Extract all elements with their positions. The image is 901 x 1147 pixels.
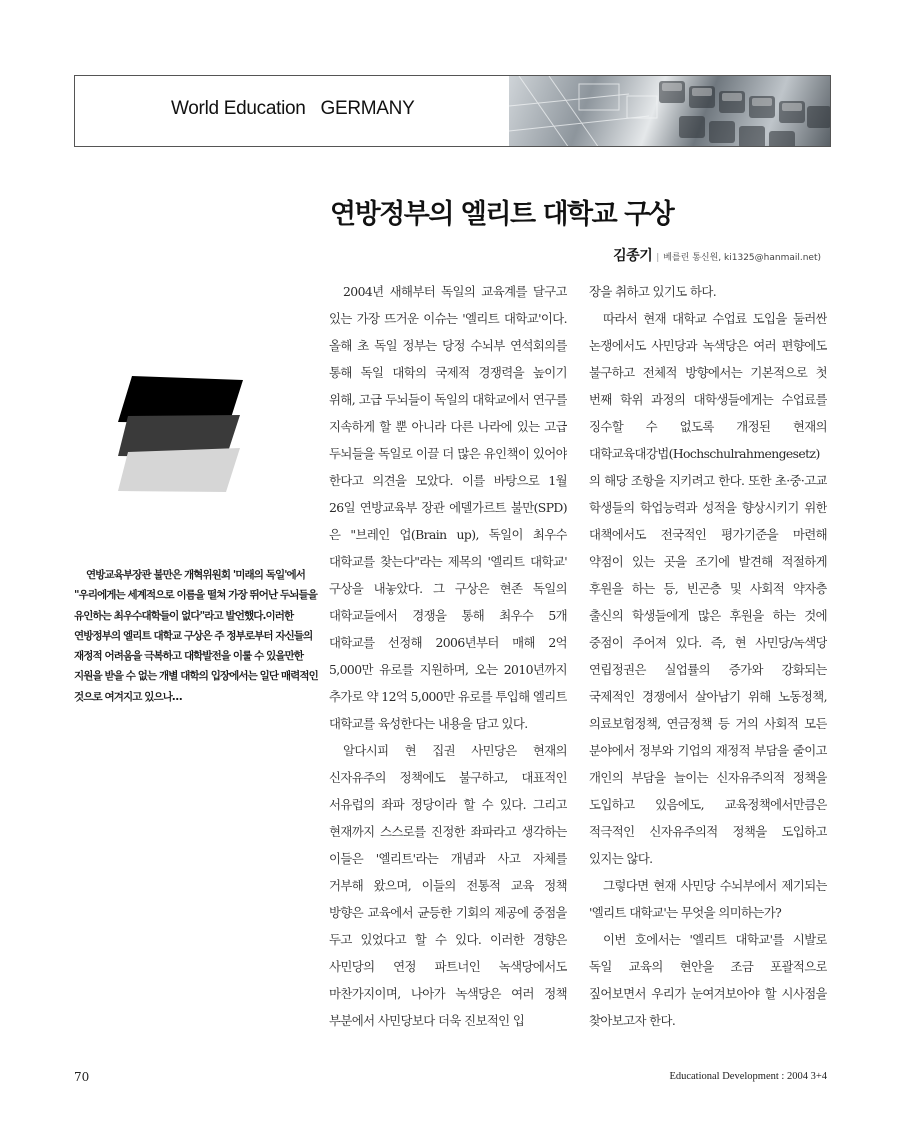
byline	[613, 245, 821, 265]
paragraph: 그렇다면 현재 사민당 수뇌부에서 제기되는 '엘리트 대학교'는 무엇을 의미하는가?	[589, 878, 827, 920]
author-info: 베를린 통신원, ki1325@hanmail.net)	[663, 253, 821, 263]
journal-name: Educational Development : 2004 3+4	[669, 1071, 827, 1082]
german-flag-graphic	[118, 376, 243, 496]
paragraph: 알다시피 현 집권 사민당은 현재의 신자유주의 정책에도 불구하고, 대표적인 서유럽의 좌파 정당이라 할 수 있다. 그리고 현재까지 스스로를 진정한 좌파라고 생각하는 이들은 '엘리트'라는 개념과 사고 자체를 거부해 왔으며, 이들의 전통적 교육 정책 방향은 교육에서 균등한 기회의 제공에 중점을 두고 있었다고 할 수 있다. 이러한 경향은 사민당의 연정 파트너인 녹색당에서도 마찬가지이며, 나아가 녹색당은 여러 정책 부분에서 사민당보다 더욱 진보적인 입	[329, 743, 567, 1028]
section-title: World Education GERMANY	[171, 98, 415, 119]
flag-stripe-light	[118, 448, 240, 492]
paragraph: 장을 취하고 있기도 하다.	[589, 284, 717, 299]
page-number: 70	[74, 1070, 90, 1084]
article-title: 연방정부의 엘리트 대학교 구상	[330, 199, 674, 230]
header-decorative-image	[509, 76, 831, 147]
section-header	[74, 75, 831, 147]
photo-caption: 연방교육부장관 불만은 개혁위원회 '미래의 독일'에서 "우리에게는 세계적으로 이름을 떨쳐 가장 뛰어난 두뇌들을 유인하는 최우수대학들이 없다"라고 발언했다.이러한 연방정부의 엘리트 대학교 구상은 주 정부로부터 자신들의 재정적 어려움을 극복하고 대학발전을 이룰 수 있을만한 지원을 받을 수 없는 개별 대학의 입장에서는 일단 매력적인 것으로 여겨지고 있으나…	[74, 569, 318, 703]
paragraph: 이번 호에서는 '엘리트 대학교'를 시발로 독일 교육의 현안을 조금 포괄적으로 짚어보면서 우리가 눈여겨보아야 할 시사점을 찾아보고자 한다.	[589, 932, 827, 1028]
author-name: 김종기	[613, 248, 653, 264]
paragraph: 따라서 현재 대학교 수업료 도입을 둘러싼 논쟁에서도 사민당과 녹색당은 여러 편향에도 불구하고 전체적 방향에서는 기본적으로 첫 번째 학위 과정의 대학생들에게는 수업료를 징수할 수 없도록 개정된 현재의 대학교육대강법(Hochschulrahmengesetz)의 해당 조항을 지키려고 한다. 또한 초·중·고교 학생들의 학업능력과 성적을 향상시키기 위한 대책에서도 전국적인 평가기준을 마련해 약점이 있는 곳을 조기에 발견해 적절하게 후원을 하는 등, 빈곤층 및 사회적 약자층 출신의 학생들에게 많은 후원을 하는 것에 중점이 주어져 있다. 즉, 현 사민당/녹색당 연립정권은 실업률의 증가와 강화되는 국제적인 경쟁에서 살아남기 위해 노동정책, 의료보험정책, 연금정책 등 거의 사회적 모든 분야에서 정부와 기업의 재정적 부담을 줄이고 개인의 부담을 늘이는 신자유주의적 정책을 도입하고 있음에도, 교육정책에서만큼은 적극적인 신자유주의적 정책을 도입하고 있지는 않다.	[589, 311, 827, 866]
body-column-2	[589, 278, 827, 1058]
paragraph: 2004년 새해부터 독일의 교육계를 달구고 있는 가장 뜨거운 이슈는 '엘리트 대학교'이다. 올해 초 독일 정부는 당정 수뇌부 연석회의를 통해 독일 대학의 국제적 경쟁력을 높이기 위해, 고급 두뇌들이 독일의 대학교에서 연구를 지속하게 할 뿐 아니라 다른 나라에 있는 고급 두뇌들을 독일로 이끌 더 많은 유인책이 있어야 한다고 의견을 모았다. 이를 바탕으로 1월 26일 연방교육부 장관 에델가르트 불만(SPD)은 "브레인 업(Brain up), 독일이 최우수 대학교를 찾는다"라는 제목의 '엘리트 대학교' 구상을 내놓았다. 그 구상은 현존 독일의 대학교들에서 경쟁을 통해 최우수 5개 대학교를 선정해 2006년부터 매해 2억 5,000만 유로를 지원하며, 오는 2010년까지 추가로 약 12억 5,000만 유로를 투입해 엘리트 대학교를 육성한다는 내용을 담고 있다.	[329, 284, 567, 731]
body-column-1	[329, 278, 567, 1058]
byline-separator: |	[656, 253, 660, 263]
